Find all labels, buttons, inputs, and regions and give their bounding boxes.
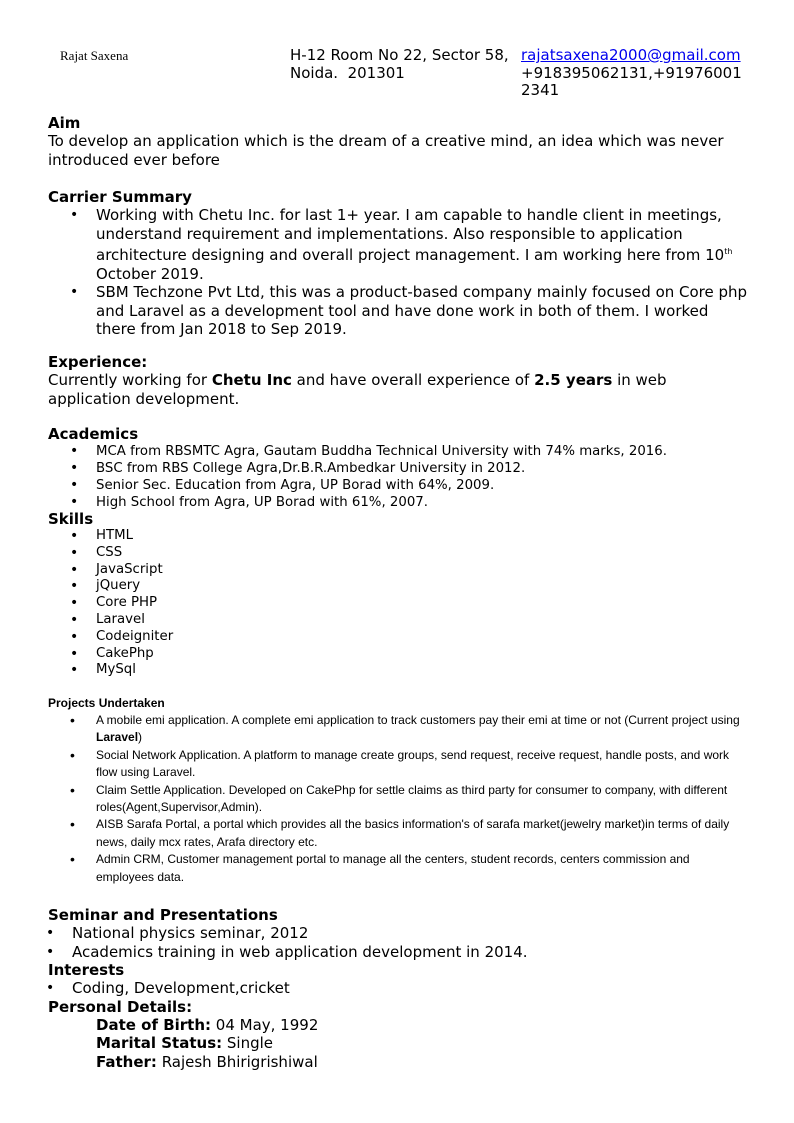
address [290, 47, 509, 82]
list-item: • AISB Sarafa Portal, a portal which provides all the basics information's of sarafa market(jewelry market)in terms of daily news, daily mcx rates, Arafa directory etc. [48, 816, 748, 851]
list-item: • Claim Settle Application. Developed on CakePhp for settle claims as third party for consumer to company, with different roles(Agent,Supervisor,Admin). [48, 782, 748, 817]
list-item: • High School from Agra, UP Borad with 61%, 2007. [48, 494, 748, 511]
list-item: • National physics seminar, 2012 [48, 924, 748, 943]
list-item: • Core PHP [48, 595, 748, 612]
list-item: • Senior Sec. Education from Agra, UP Borad with 64%, 2009. [48, 477, 748, 494]
email-link[interactable]: rajatsaxena2000@gmail.com [521, 46, 741, 64]
seminar-heading: Seminar and Presentations [48, 906, 278, 924]
list-item: • A mobile emi application. A complete emi application to track customers pay their emi at time or not (Current project using Laravel) [48, 712, 748, 747]
academics-section [48, 425, 748, 511]
list-item: • Working with Chetu Inc. for last 1+ year. I am capable to handle client in meetings, understand requirement and implementations. Also responsible to application architecture designing and overall project management. I am working here from 10th October 2019. [48, 206, 748, 283]
candidate-name: Rajat Saxena [60, 48, 129, 63]
list-item: • BSC from RBS College Agra,Dr.B.R.Ambedkar University in 2012. [48, 460, 748, 477]
dob-row: Date of Birth: 04 May, 1992 [96, 1015, 319, 1034]
list-item: • MySql [48, 662, 748, 679]
experience-section [48, 353, 748, 408]
personal-heading: Personal Details: [48, 997, 193, 1016]
summary-section [48, 188, 748, 339]
contact-block [521, 47, 751, 100]
list-item: • CSS [48, 545, 748, 562]
father-row: Father: Rajesh Bhirigrishiwal [96, 1052, 318, 1071]
academics-heading: Academics [48, 425, 139, 443]
summary-heading: Carrier Summary [48, 188, 192, 206]
projects-section [48, 696, 748, 886]
list-item: • JavaScript [48, 562, 748, 579]
list-item: • Admin CRM, Customer management portal to manage all the centers, student records, centers commission and employees data. [48, 851, 748, 886]
list-item: • Social Network Application. A platform to manage create groups, send request, receive request, handle posts, and work flow using Laravel. [48, 747, 748, 782]
personal-details [48, 1016, 748, 1072]
list-item: • jQuery [48, 578, 748, 595]
address-line-1: H-12 Room No 22, Sector 58, [290, 46, 509, 64]
experience-text: Currently working for Chetu Inc and have overall experience of 2.5 years in web application development. [48, 371, 667, 408]
skills-section [48, 510, 748, 679]
skills-heading: Skills [48, 510, 94, 528]
interests-heading: Interests [48, 961, 125, 979]
list-item: • CakePhp [48, 646, 748, 663]
seminar-section [48, 906, 748, 1071]
marital-row: Marital Status: Single [96, 1034, 274, 1052]
aim-heading: Aim [48, 114, 81, 132]
phone-numbers: +918395062131,+91976001 2341 [521, 63, 742, 99]
address-line-2: Noida. 201301 [290, 63, 405, 82]
list-item: • MCA from RBSMTC Agra, Gautam Buddha Technical University with 74% marks, 2016. [48, 443, 748, 460]
list-item: • Coding, Development,cricket [48, 979, 748, 998]
list-item: • HTML [48, 528, 748, 545]
projects-heading: Projects Undertaken [48, 696, 165, 710]
list-item: • Codeigniter [48, 629, 748, 646]
experience-heading: Experience: [48, 353, 148, 371]
list-item: • SBM Techzone Pvt Ltd, this was a product-based company mainly focused on Core php and Laravel as a development tool and have done work in both of them. I worked there from Jan 2018 to Sep 2019. [48, 283, 748, 339]
aim-section [48, 114, 748, 169]
list-item: • Laravel [48, 612, 748, 629]
aim-text: To develop an application which is the dream of a creative mind, an idea which was never introduced ever before [48, 132, 724, 169]
list-item: • Academics training in web application development in 2014. [48, 943, 748, 962]
